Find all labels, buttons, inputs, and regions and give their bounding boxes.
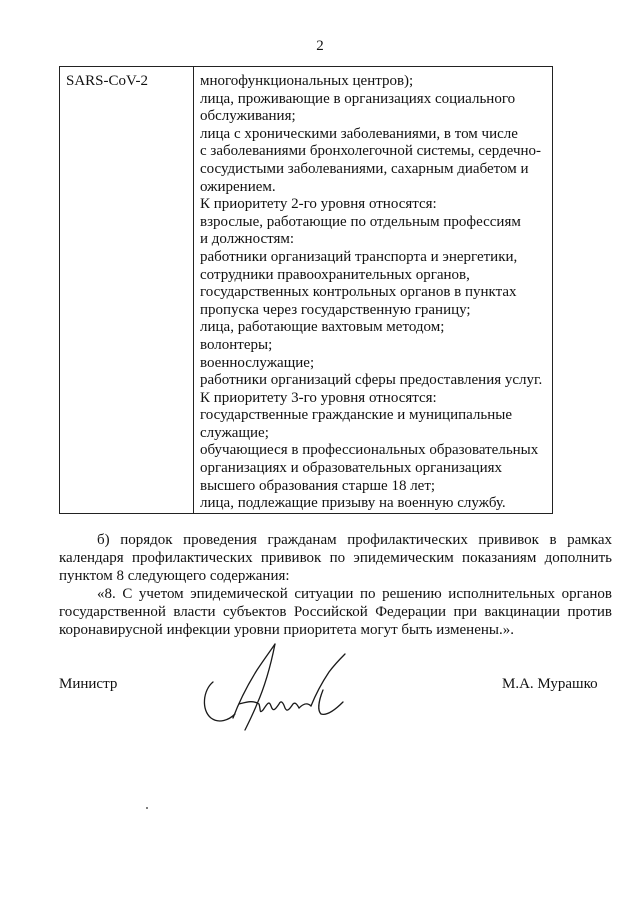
table-line: и должностям: — [200, 231, 295, 248]
speck — [146, 807, 148, 809]
table-line: государственных контрольных органов в пунктах — [200, 284, 517, 301]
table-line: ожирением. — [200, 178, 276, 195]
paragraph-line: коронавирусной инфекции уровни приоритета могут быть изменены.». — [59, 622, 514, 638]
table-line: волонтеры; — [200, 336, 273, 353]
table-line: К приоритету 2-го уровня относятся: — [200, 196, 437, 213]
table-line: организациях и образовательных организациях — [200, 460, 503, 477]
table-line: обслуживания; — [200, 108, 296, 125]
table-line: государственные гражданские и муниципальные — [200, 407, 513, 424]
paragraph-line: государственной власти субъектов Российской Федерации при вакцинации против — [59, 604, 612, 620]
table-line: работники организаций сферы предоставления услуг. — [200, 372, 543, 389]
table-line: сосудистыми заболеваниями, сахарным диабетом и — [200, 160, 529, 177]
handwritten-signature — [195, 640, 365, 740]
paragraph-line: «8. С учетом эпидемической ситуации по решению исполнительных органов — [97, 586, 612, 602]
table-line: лица, проживающие в организациях социального — [200, 90, 516, 107]
table-line: работники организаций транспорта и энергетики, — [200, 248, 518, 265]
table-line: служащие; — [200, 424, 269, 441]
paragraph-8 — [59, 585, 612, 639]
table-line: высшего образования старше 18 лет; — [200, 477, 436, 494]
page-number: 2 — [316, 38, 324, 54]
table-line: взрослые, работающие по отдельным профессиям — [200, 213, 521, 230]
signatory-title: Министр — [59, 676, 118, 692]
table-line: военнослужащие; — [200, 354, 315, 371]
table-line: лица с хроническими заболеваниями, в том числе — [200, 125, 518, 142]
priority-table — [59, 66, 553, 514]
paragraph-line: календаря профилактических прививок по эпидемическим показаниям дополнить — [59, 550, 612, 566]
table-line: пропуска через государственную границу; — [200, 301, 471, 318]
table-line: лица, работающие вахтовым методом; — [200, 319, 445, 336]
table-cell-priority-groups — [200, 73, 550, 513]
table-line: лица, подлежащие призыву на военную службу. — [200, 495, 506, 512]
paragraph-b — [59, 531, 612, 585]
table-line: с заболеваниями бронхолегочной системы, сердечно- — [200, 143, 542, 160]
table-column-divider — [193, 67, 194, 513]
table-line: обучающиеся в профессиональных образовательных — [200, 442, 539, 459]
table-line: сотрудники правоохранительных органов, — [200, 266, 470, 283]
table-line: многофункциональных центров); — [200, 73, 414, 89]
table-line: К приоритету 3-го уровня относятся: — [200, 389, 437, 406]
paragraph-line: пунктом 8 следующего содержания: — [59, 568, 290, 584]
table-cell-disease: SARS-CoV-2 — [66, 73, 148, 89]
signatory-name: М.А. Мурашко — [502, 676, 598, 692]
paragraph-line: б) порядок проведения гражданам профилактических прививок в рамках — [97, 532, 612, 548]
